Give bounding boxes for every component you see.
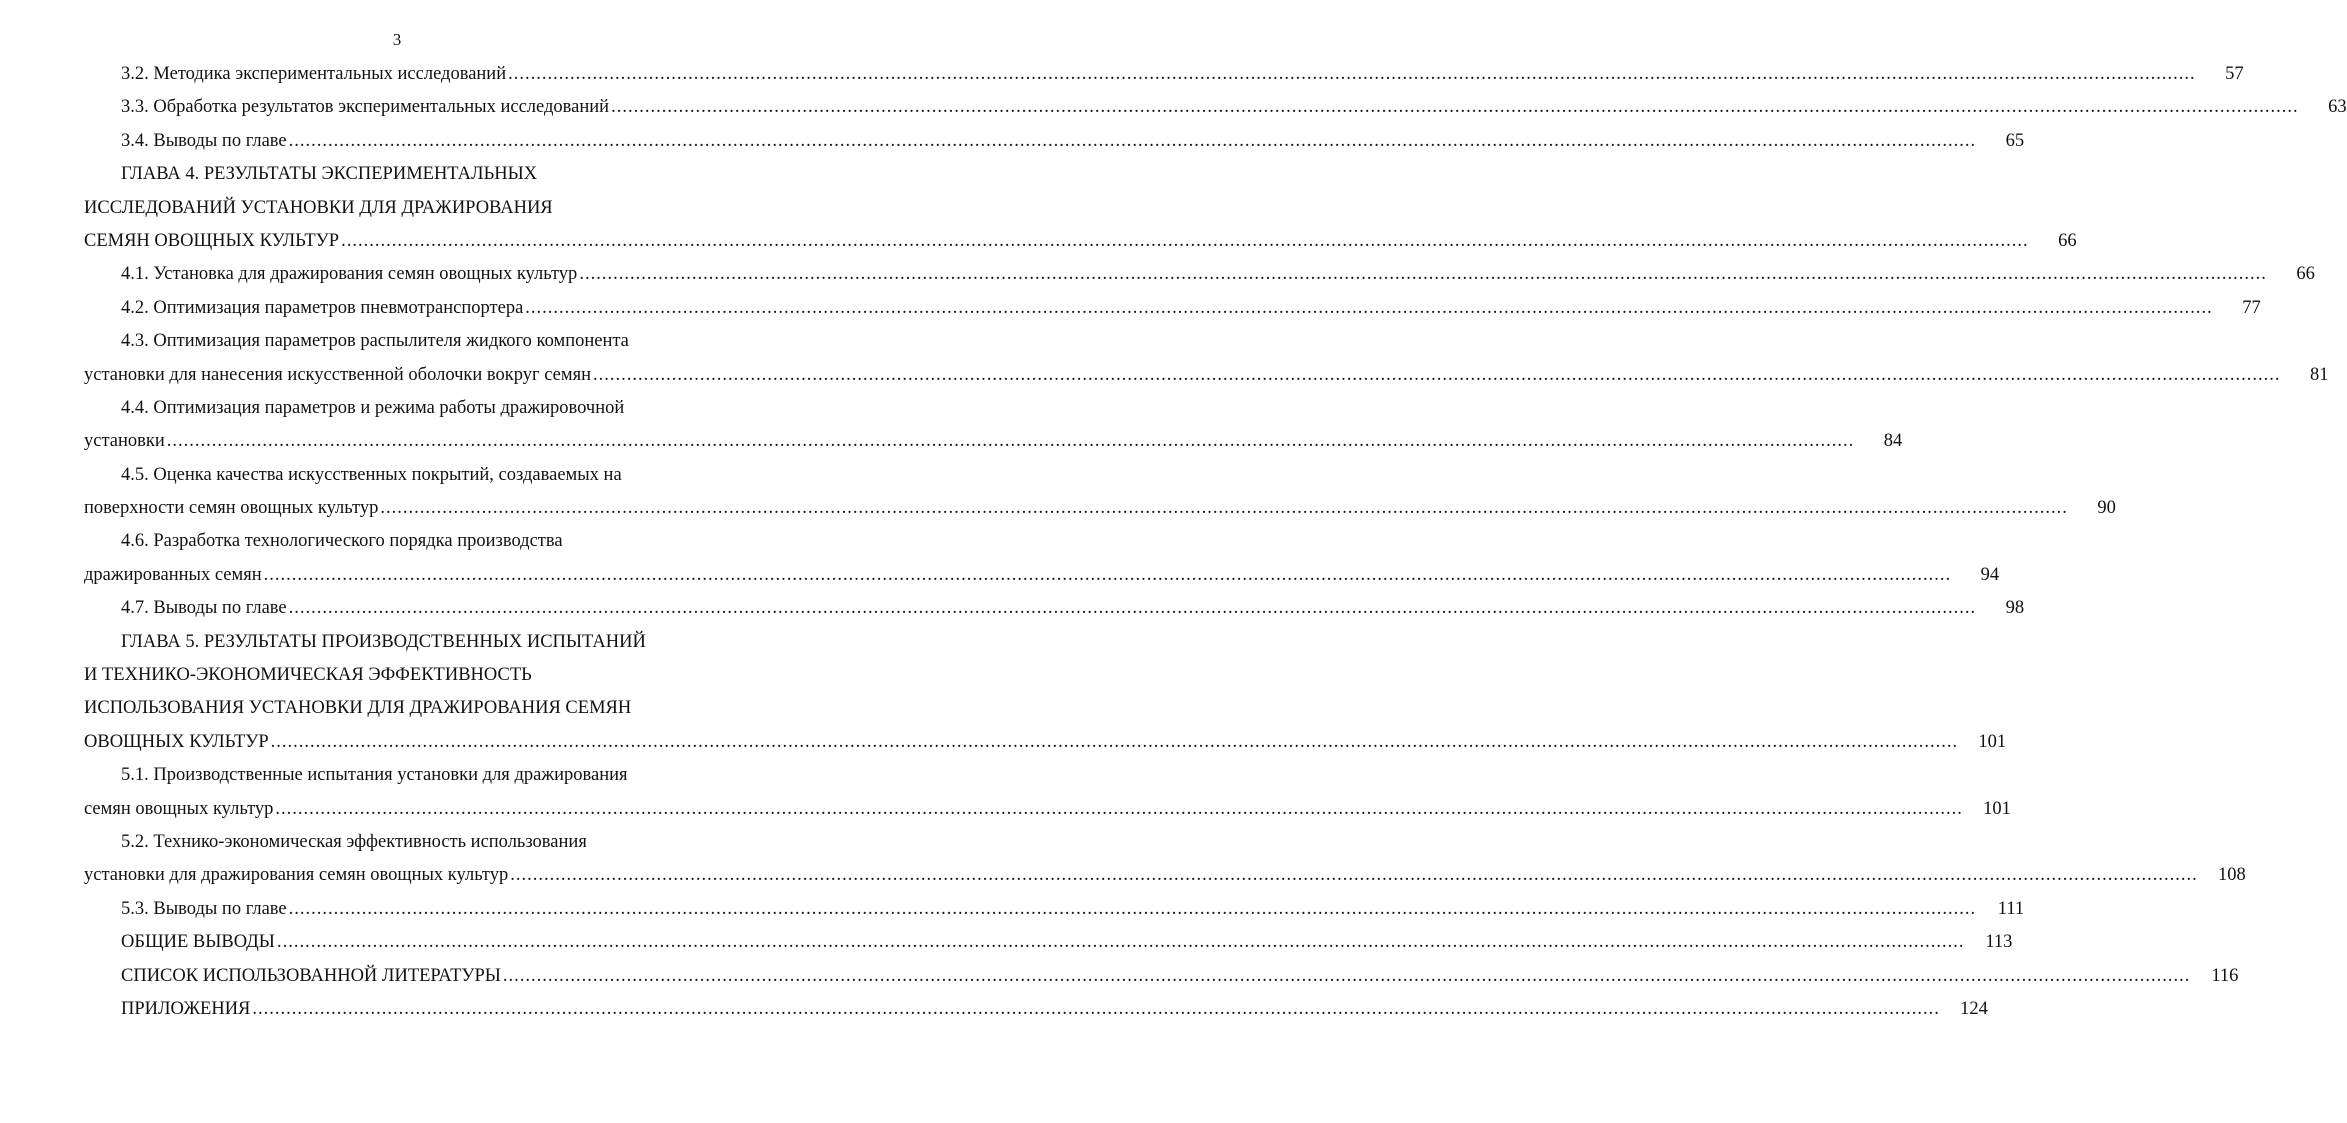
toc-entry-line — [84, 492, 2116, 525]
toc-entry-page-number: 113 — [1985, 932, 2013, 953]
toc-entry-title: 4.4. Оптимизация параметров и режима работы дражировочной — [121, 397, 625, 418]
toc-entry-title: ИСПОЛЬЗОВАНИЯ УСТАНОВКИ ДЛЯ ДРАЖИРОВАНИЯ СЕМЯН — [84, 698, 632, 719]
toc-entry-page-number: 101 — [1978, 731, 2007, 752]
toc-entry-page-number: 101 — [1983, 798, 2011, 819]
dot-leader: ............................................................................................................................................................................................................................................................................................................ — [166, 431, 1855, 452]
dot-leader: ............................................................................................................................................................................................................................................................................................................ — [288, 898, 1977, 919]
toc-entry-line — [84, 759, 732, 792]
dot-leader: ............................................................................................................................................................................................................................................................................................................ — [288, 598, 1977, 619]
toc-entry-line — [84, 893, 2025, 926]
toc-entry-title: ГЛАВА 4. РЕЗУЛЬТАТЫ ЭКСПЕРИМЕНТАЛЬНЫХ — [121, 164, 538, 185]
toc-entry[interactable] — [84, 158, 2077, 258]
toc-entry-line — [84, 626, 732, 659]
toc-entry-title: СПИСОК ИСПОЛЬЗОВАННОЙ ЛИТЕРАТУРЫ — [121, 965, 501, 986]
toc-entry-title: И ТЕХНИКО-ЭКОНОМИЧЕСКАЯ ЭФФЕКТИВНОСТЬ — [84, 665, 532, 686]
toc-entry-line — [84, 592, 2025, 625]
toc-entry-line — [84, 559, 2000, 592]
toc-entry-title: 4.7. Выводы по главе — [121, 598, 287, 619]
toc-entry-line — [84, 225, 2077, 258]
dot-leader: ............................................................................................................................................................................................................................................................................................................ — [502, 965, 2191, 986]
toc-entry[interactable] — [84, 258, 2315, 291]
toc-entry[interactable] — [84, 826, 2246, 893]
dot-leader: ............................................................................................................................................................................................................................................................................................................ — [525, 297, 2213, 318]
toc-entry-title: ПРИЛОЖЕНИЯ — [121, 998, 251, 1019]
dot-leader: ............................................................................................................................................................................................................................................................................................................ — [275, 798, 1963, 819]
toc-entry-line — [84, 292, 2261, 325]
toc-entry-line — [84, 859, 2246, 892]
dot-leader: ............................................................................................................................................................................................................................................................................................................ — [510, 865, 2198, 886]
toc-entry-line — [84, 325, 732, 358]
dot-leader: ............................................................................................................................................................................................................................................................................................................ — [579, 264, 2267, 285]
toc-entry-line — [84, 258, 2315, 291]
dot-leader: ............................................................................................................................................................................................................................................................................................................ — [508, 64, 2196, 84]
dot-leader: ............................................................................................................................................................................................................................................................................................................ — [276, 932, 1965, 953]
toc-entry-page-number: 90 — [2097, 498, 2116, 519]
toc-entry-title: семян овощных культур — [84, 798, 274, 819]
toc-entry[interactable] — [84, 325, 2329, 392]
toc-entry-page-number: 84 — [1883, 431, 1903, 452]
toc-entry-title: ГЛАВА 5. РЕЗУЛЬТАТЫ ПРОИЗВОДСТВЕННЫХ ИСПЫТАНИЙ — [121, 631, 646, 652]
toc-entry-line — [84, 826, 732, 859]
toc-entry-page-number: 77 — [2242, 297, 2261, 318]
toc-entry-page-number: 108 — [2218, 865, 2246, 886]
toc-entry-title: 5.2. Технико-экономическая эффективность использования — [121, 831, 587, 852]
dot-leader: ............................................................................................................................................................................................................................................................................................................ — [270, 731, 1959, 752]
toc-entry[interactable] — [84, 893, 2025, 926]
toc-entry-line — [84, 192, 732, 225]
toc-entry-line — [84, 960, 2239, 993]
toc-entry[interactable] — [84, 759, 2011, 826]
toc-entry-line — [84, 726, 2007, 759]
toc-entry-title: 3.2. Методика экспериментальных исследований — [121, 64, 507, 84]
dot-leader: ............................................................................................................................................................................................................................................................................................................ — [380, 498, 2068, 519]
toc-entry-title: 3.3. Обработка результатов экспериментальных исследований — [121, 97, 610, 118]
toc-entry-title: ОБЩИЕ ВЫВОДЫ — [121, 932, 275, 953]
toc-entry-page-number: 66 — [2058, 230, 2077, 251]
toc-entry-line — [84, 158, 732, 191]
toc-entry-line — [84, 125, 2025, 158]
toc-entry-title: дражированных семян — [84, 564, 262, 585]
toc-entry-page-number: 65 — [2005, 130, 2025, 151]
toc-entry-title: 4.2. Оптимизация параметров пневмотранспортера — [121, 297, 524, 318]
toc-entry-line — [84, 793, 2011, 826]
toc-entry-line — [84, 359, 2329, 392]
toc-entry-line — [84, 993, 1988, 1026]
toc-entry-title: установки для дражирования семян овощных культур — [84, 865, 509, 886]
toc-entry-line — [84, 392, 732, 425]
table-of-contents — [84, 58, 2347, 1026]
toc-entry-line — [84, 525, 732, 558]
toc-entry-page-number: 116 — [2211, 965, 2239, 986]
page-number: 3 — [392, 30, 402, 49]
toc-entry[interactable] — [84, 292, 2261, 325]
toc-entry[interactable] — [84, 993, 1988, 1026]
toc-entry-page-number: 111 — [1997, 898, 2025, 919]
toc-entry[interactable] — [84, 626, 2007, 760]
toc-entry-title: СЕМЯН ОВОЩНЫХ КУЛЬТУР — [84, 230, 340, 251]
toc-entry-title: 3.4. Выводы по главе — [121, 130, 287, 151]
toc-entry-page-number: 124 — [1960, 998, 1988, 1019]
dot-leader: ............................................................................................................................................................................................................................................................................................................ — [341, 230, 2029, 251]
toc-entry-line — [84, 459, 732, 492]
toc-entry[interactable] — [84, 592, 2025, 625]
toc-entry[interactable] — [84, 392, 1903, 459]
toc-entry-line — [84, 425, 1903, 458]
toc-entry[interactable] — [84, 91, 2347, 124]
toc-entry-title: 5.3. Выводы по главе — [121, 898, 287, 919]
toc-entry[interactable] — [84, 926, 2013, 959]
dot-leader: ............................................................................................................................................................................................................................................................................................................ — [593, 364, 2281, 385]
toc-entry-page-number: 94 — [1980, 564, 2000, 585]
toc-entry-line — [84, 91, 2347, 124]
toc-entry-title: поверхности семян овощных культур — [84, 498, 379, 519]
toc-entry[interactable] — [84, 960, 2239, 993]
toc-entry-title: ОВОЩНЫХ КУЛЬТУР — [84, 731, 269, 752]
toc-entry-title: установки — [84, 431, 165, 452]
toc-entry-line — [84, 58, 2244, 91]
dot-leader: ............................................................................................................................................................................................................................................................................................................ — [263, 564, 1952, 585]
toc-entry-page-number: 66 — [2296, 264, 2315, 285]
toc-entry-title: 4.1. Установка для дражирования семян овощных культур — [121, 264, 578, 285]
toc-entry-line — [84, 692, 732, 725]
toc-entry-title: установки для нанесения искусственной оболочки вокруг семян — [84, 364, 592, 385]
dot-leader: ............................................................................................................................................................................................................................................................................................................ — [252, 998, 1940, 1019]
toc-entry-page-number: 57 — [2225, 64, 2244, 84]
toc-entry-page-number: 63 — [2328, 97, 2347, 118]
toc-entry[interactable] — [84, 525, 2000, 592]
toc-entry-line — [84, 926, 2013, 959]
toc-entry-title: 5.1. Производственные испытания установки для дражирования — [121, 765, 628, 786]
toc-entry-page-number: 81 — [2310, 364, 2329, 385]
dot-leader: ............................................................................................................................................................................................................................................................................................................ — [288, 130, 1977, 151]
toc-entry-title: 4.5. Оценка качества искусственных покрытий, создаваемых на — [121, 464, 622, 485]
toc-entry[interactable] — [84, 58, 2244, 91]
toc-entry-page-number: 98 — [2005, 598, 2025, 619]
toc-entry-title: ИССЛЕДОВАНИЙ УСТАНОВКИ ДЛЯ ДРАЖИРОВАНИЯ — [84, 197, 553, 218]
toc-entry-line — [84, 659, 732, 692]
toc-entry-title: 4.3. Оптимизация параметров распылителя жидкого компонента — [121, 331, 629, 352]
dot-leader: ............................................................................................................................................................................................................................................................................................................ — [611, 97, 2299, 118]
toc-entry[interactable] — [84, 125, 2025, 158]
toc-entry[interactable] — [84, 459, 2116, 526]
toc-entry-title: 4.6. Разработка технологического порядка производства — [121, 531, 563, 552]
